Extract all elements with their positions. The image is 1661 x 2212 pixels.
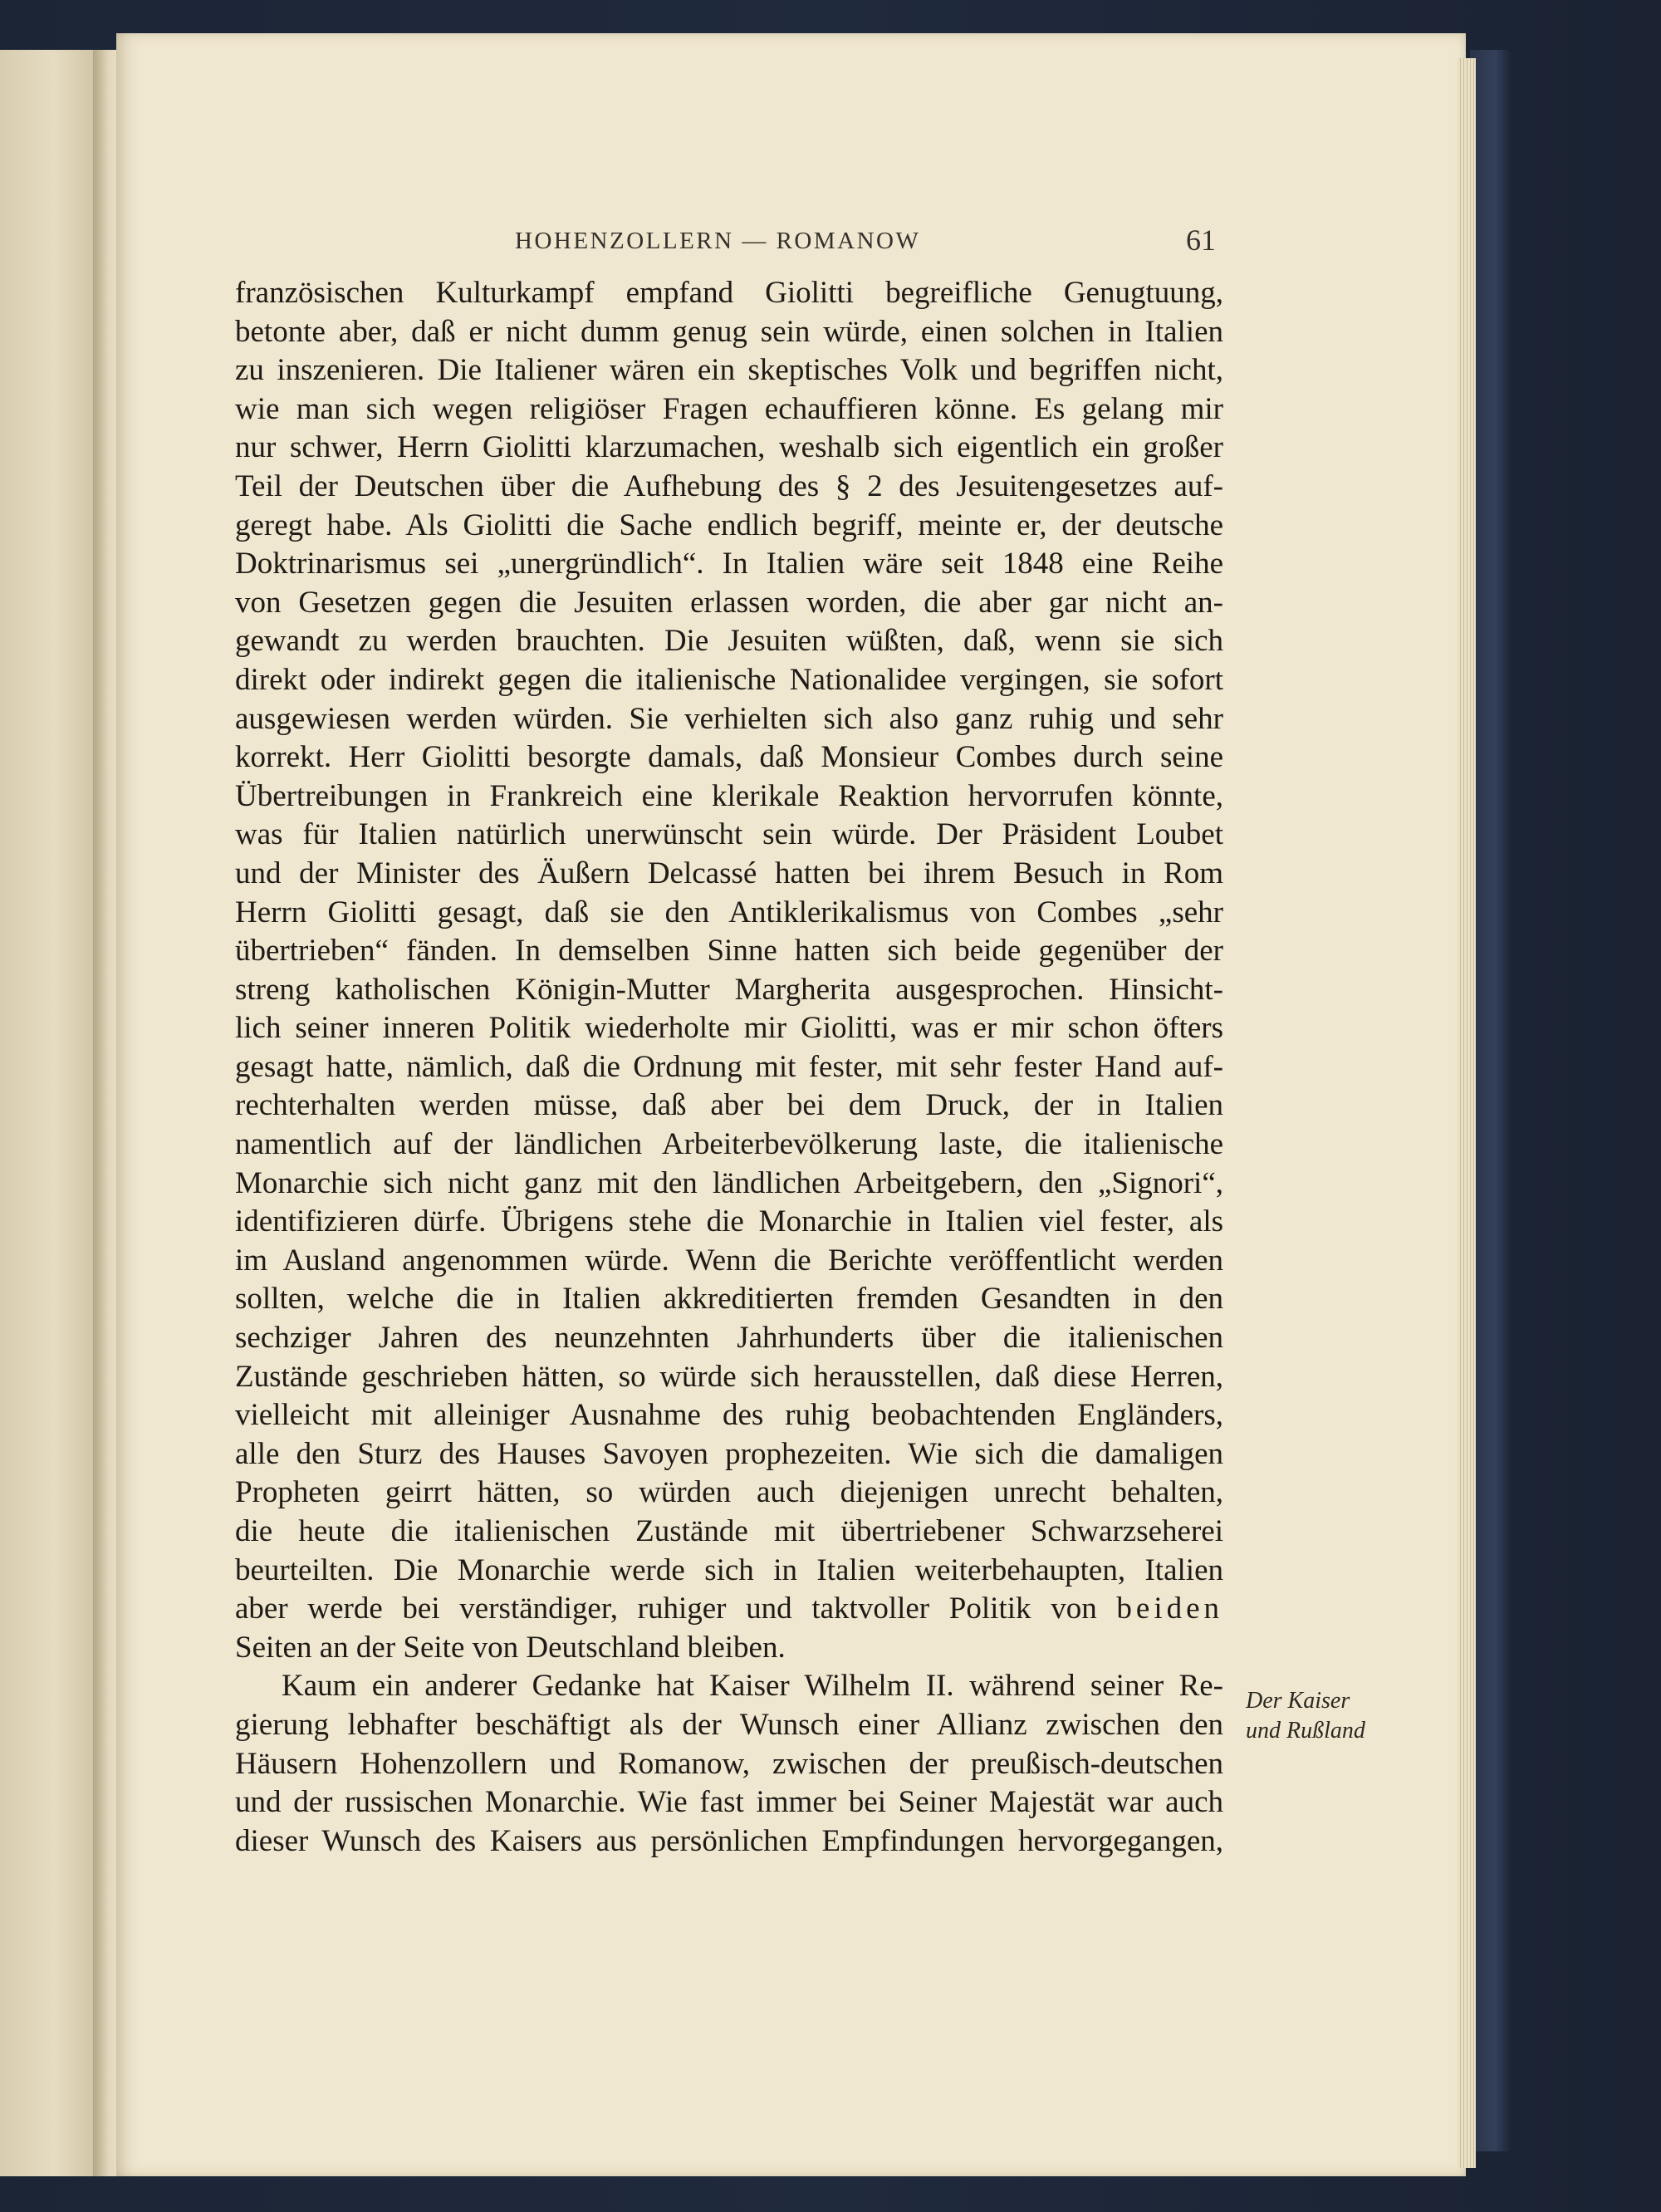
text-line: übertrieben“ fänden. In demselben Sinne hatten sich beide gegenüber der [235,934,1223,969]
text-line: gierung lebhafter beschäftigt als der Wunsch einer Allianz zwischen den [235,1707,1223,1742]
text-line: im Ausland angenommen würde. Wenn die Berichte veröffentlicht werden [235,1243,1223,1278]
text-line: rechterhalten werden müsse, daß aber bei dem Druck, der in Italien [235,1088,1223,1123]
marginal-note-line-1: Der Kaiser [1246,1688,1350,1714]
body-text [235,274,1223,1861]
text-line: und der russischen Monarchie. Wie fast immer bei Seiner Majestät war auch [235,1785,1223,1820]
text-line: Propheten geirrt hätten, so würden auch diejenigen unrecht behalten, [235,1475,1223,1510]
text-line: von Gesetzen gegen die Jesuiten erlassen worden, die aber gar nicht an- [235,585,1223,620]
text-line: beurteilten. Die Monarchie werde sich in Italien weiterbehaupten, Italien [235,1552,1223,1587]
text-line: Zustände geschrieben hätten, so würde sich herausstellen, daß diese Herren, [235,1359,1223,1394]
text-line: französischen Kulturkampf empfand Giolitti begreifliche Genugtuung, [235,276,1223,310]
marginal-note-line-2: und Rußland [1246,1718,1365,1744]
text-line: ausgewiesen werden würden. Sie verhielten sich also ganz ruhig und sehr [235,701,1223,736]
text-line: Herrn Giolitti gesagt, daß sie den Antiklerikalismus von Combes „sehr [235,895,1223,929]
page-number: 61 [1186,223,1216,257]
text-line: namentlich auf der ländlichen Arbeiterbevölkerung laste, die italienische [235,1127,1223,1162]
paragraph-1 [235,274,1223,1667]
text-line: dieser Wunsch des Kaisers aus persönlichen Empfindungen hervorgegangen, [235,1823,1223,1858]
cover-edge [1470,50,1512,2151]
text-line: gewandt zu werden brauchten. Die Jesuiten wüßten, daß, wenn sie sich [235,624,1223,659]
text-line: vielleicht mit alleiniger Ausnahme des ruhig beobachtenden Engländers, [235,1398,1223,1433]
text-line: direkt oder indirekt gegen die italienische Nationalidee vergingen, sie sofort [235,662,1223,697]
text-line: und der Minister des Äußern Delcassé hatten bei ihrem Besuch in Rom [235,856,1223,890]
text-line: lich seiner inneren Politik wiederholte mir Giolitti, was er mir schon öfters [235,1011,1223,1046]
text-line [235,1590,1223,1629]
text-line: Häusern Hohenzollern und Romanow, zwischen der preußisch-deutschen [235,1746,1223,1781]
text-line: korrekt. Herr Giolitti besorgte damals, daß Monsieur Combes durch seine [235,740,1223,775]
text-line: zu inszenieren. Die Italiener wären ein skeptisches Volk und begriffen nicht, [235,353,1223,388]
text-line: sechziger Jahren des neunzehnten Jahrhunderts über die italienischen [235,1321,1223,1356]
text-line: wie man sich wegen religiöser Fragen echauffieren könne. Es gelang mir [235,391,1223,426]
text-line: Teil der Deutschen über die Aufhebung des § 2 des Jesuitengesetzes auf- [235,468,1223,503]
running-head: HOHENZOLLERN — ROMANOW [515,228,921,254]
text-line: Doktrinarismus sei „unergründlich“. In Italien wäre seit 1848 eine Reihe [235,547,1223,581]
text-line: identifizieren dürfe. Übrigens stehe die Monarchie in Italien viel fester, als [235,1204,1223,1239]
text-line: gesagt hatte, nämlich, daß die Ordnung mit fester, mit sehr fester Hand auf- [235,1049,1223,1084]
left-page-edge [0,50,98,2176]
text-line: betonte aber, daß er nicht dumm genug sein würde, einen solchen in Italien [235,314,1223,349]
text-line: Übertreibungen in Frankreich eine klerikale Reaktion hervorrufen könnte, [235,778,1223,813]
text-line: geregt habe. Als Giolitti die Sache endlich begriff, meinte er, der deutsche [235,508,1223,542]
text-line: nur schwer, Herrn Giolitti klarzumachen, weshalb sich eigentlich ein großer [235,430,1223,465]
text-line: Monarchie sich nicht ganz mit den ländlichen Arbeitgebern, den „Signori“, [235,1165,1223,1200]
paragraph-2 [235,1667,1223,1861]
text-line: sollten, welche die in Italien akkreditierten fremden Gesandten in den [235,1282,1223,1317]
text-line: was für Italien natürlich unerwünscht sein würde. Der Präsident Loubet [235,817,1223,852]
marginal-note [1246,1686,1365,1746]
page-block-edges [1458,58,1476,2168]
text-line: Seiten an der Seite von Deutschland bleiben. [235,1630,786,1665]
text-line: streng katholischen Königin-Mutter Margherita ausgesprochen. Hinsicht- [235,972,1223,1007]
text-line: Kaum ein anderer Gedanke hat Kaiser Wilhelm II. während seiner Re- [282,1669,1223,1704]
text-line-segment: aber werde bei verständiger, ruhiger und taktvoller Politik von [235,1592,1097,1626]
text-line: alle den Sturz des Hauses Savoyen prophezeiten. Wie sich die damaligen [235,1436,1223,1471]
text-line: die heute die italienischen Zustände mit übertriebener Schwarzseherei [235,1514,1223,1548]
spaced-emphasis: beiden [1116,1592,1224,1626]
